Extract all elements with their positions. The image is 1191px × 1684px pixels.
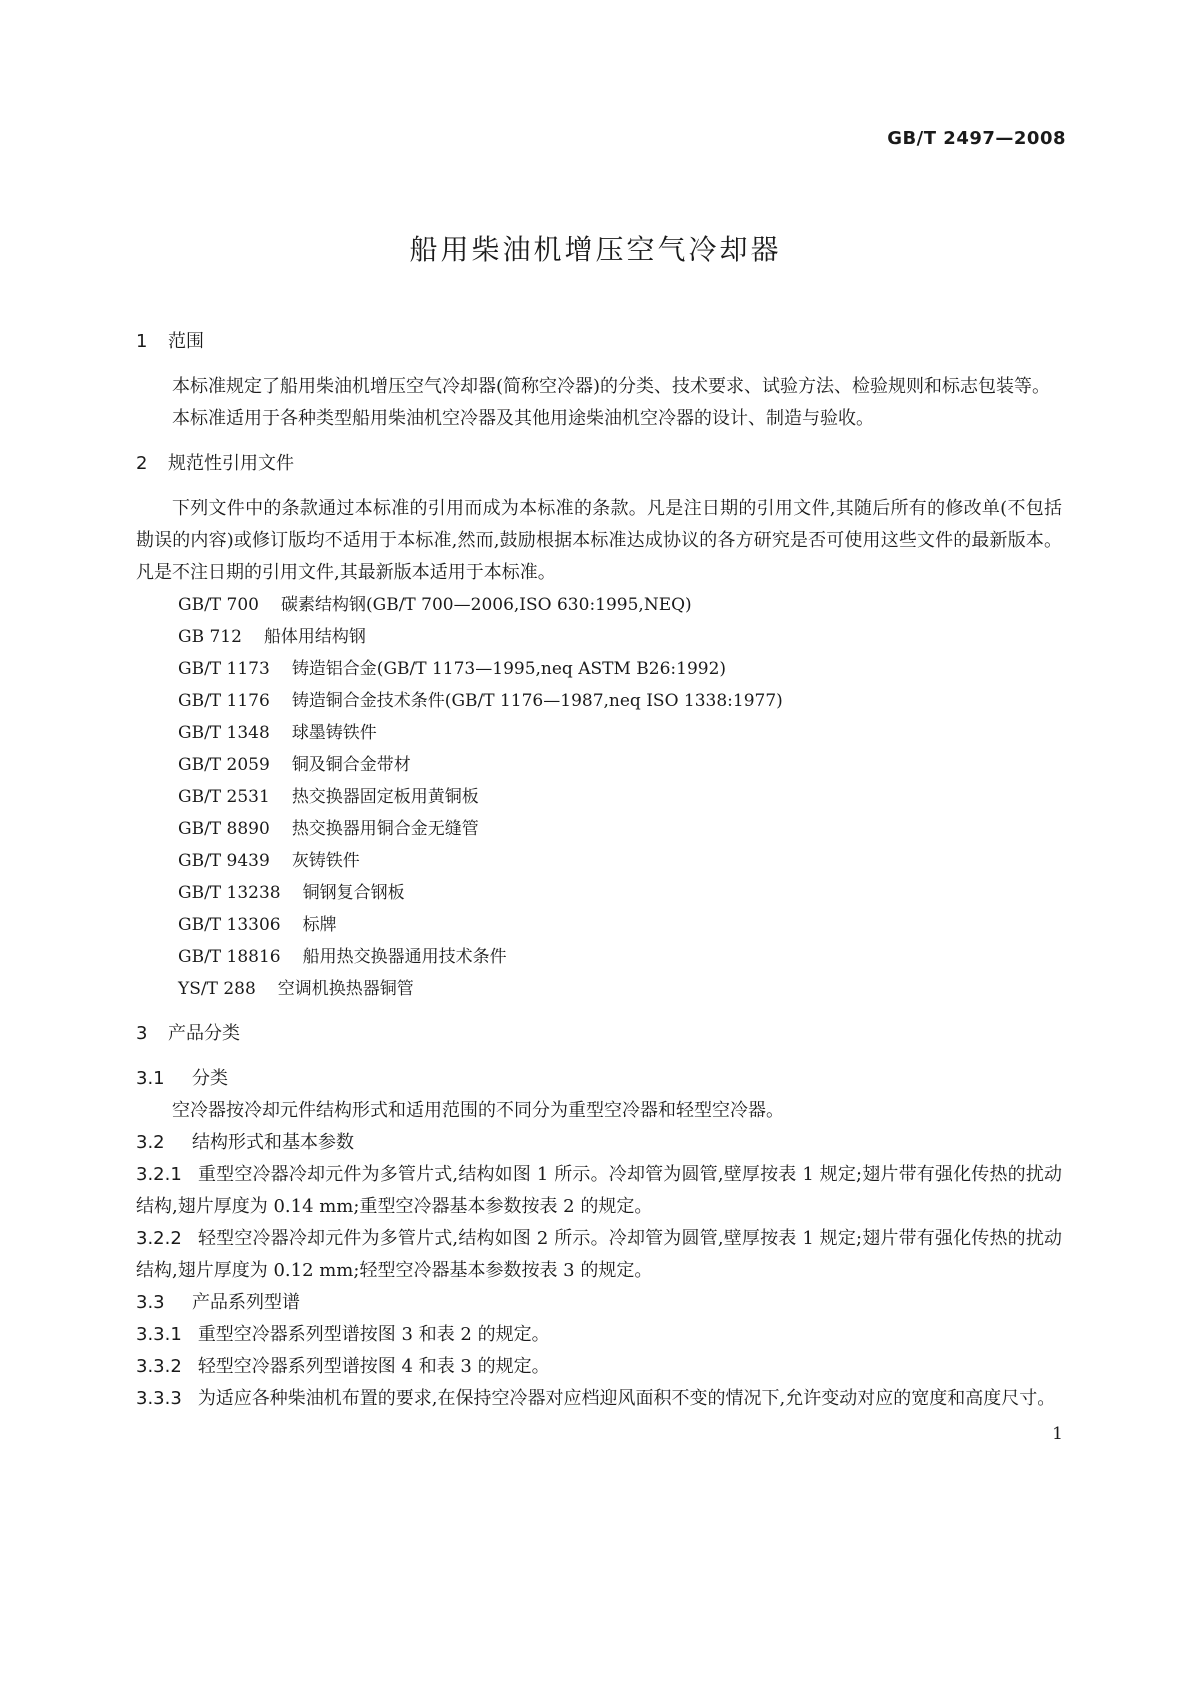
reference-item (136, 653, 1062, 685)
reference-item (136, 909, 1062, 941)
section-3-3-1-text (136, 1319, 1062, 1351)
reference-name: 热交换器用铜合金无缝管 (291, 819, 479, 839)
reference-item (136, 685, 1062, 717)
section-3-1-heading (136, 1063, 1062, 1095)
reference-code: GB/T 1348 (178, 723, 270, 743)
reference-code: GB/T 8890 (178, 819, 270, 839)
standard-number: GB/T 2497—2008 (887, 128, 1066, 149)
section-3-2-2-text (136, 1223, 1062, 1287)
reference-code: GB/T 1176 (178, 691, 270, 711)
reference-code: GB/T 2059 (178, 755, 270, 775)
section-3-2-2-body: 轻型空冷器冷却元件为多管片式,结构如图 2 所示。冷却管为圆管,壁厚按表 1 规定;翅片带有强化传热的扰动结构,翅片厚度为 0.12 mm;轻型空冷器基本参数按表 3 的规定。 (136, 1228, 1062, 1281)
section-2-heading (136, 447, 1062, 481)
reference-code: GB 712 (178, 627, 242, 647)
reference-item (136, 621, 1062, 653)
page-number: 1 (1052, 1424, 1063, 1444)
section-3-3-1-body: 重型空冷器系列型谱按图 3 和表 2 的规定。 (197, 1324, 550, 1345)
reference-name: 铜及铜合金带材 (291, 755, 411, 775)
section-1-para-1: 本标准规定了船用柴油机增压空气冷却器(简称空冷器)的分类、技术要求、试验方法、检验规则和标志包装等。 (172, 376, 1051, 397)
reference-code: GB/T 13306 (178, 915, 281, 935)
section-3-3-3-body: 为适应各种柴油机布置的要求,在保持空冷器对应档迎风面积不变的情况下,允许变动对应的宽度和高度尺寸。 (197, 1388, 1056, 1409)
reference-name: 铸造铝合金(GB/T 1173—1995,neq ASTM B26:1992) (291, 659, 727, 679)
section-1-heading (136, 325, 1062, 359)
reference-code: GB/T 700 (178, 595, 259, 615)
section-3-2-number: 3.2 (136, 1132, 165, 1153)
section-2-number: 2 (136, 453, 148, 474)
reference-code: GB/T 1173 (178, 659, 270, 679)
reference-name: 灰铸铁件 (291, 851, 360, 871)
reference-code: GB/T 13238 (178, 883, 281, 903)
section-3-number: 3 (136, 1023, 148, 1044)
section-3-3-2-body: 轻型空冷器系列型谱按图 4 和表 3 的规定。 (197, 1356, 550, 1377)
section-3-3-2-number: 3.3.2 (136, 1356, 182, 1377)
section-1-number: 1 (136, 331, 148, 352)
section-3-1-number: 3.1 (136, 1068, 165, 1089)
reference-code: GB/T 18816 (178, 947, 281, 967)
section-3-3-title: 产品系列型谱 (192, 1292, 300, 1313)
reference-item (136, 973, 1062, 1005)
section-3-3-3-number: 3.3.3 (136, 1388, 182, 1409)
reference-item (136, 589, 1062, 621)
reference-item (136, 781, 1062, 813)
reference-item (136, 717, 1062, 749)
section-3-3-heading (136, 1287, 1062, 1319)
section-3-3-number: 3.3 (136, 1292, 165, 1313)
reference-code: GB/T 9439 (178, 851, 270, 871)
reference-item (136, 941, 1062, 973)
section-3-1-title: 分类 (192, 1068, 228, 1089)
reference-item (136, 749, 1062, 781)
section-3-3-2-text (136, 1351, 1062, 1383)
document-title: 船用柴油机增压空气冷却器 (409, 233, 782, 266)
reference-name: 标牌 (302, 915, 337, 935)
reference-name: 船用热交换器通用技术条件 (302, 947, 507, 967)
section-2-intro: 下列文件中的条款通过本标准的引用而成为本标准的条款。凡是注日期的引用文件,其随后所有的修改单(不包括勘误的内容)或修订版均不适用于本标准,然而,鼓励根据本标准达成协议的各方研究是否可使用这些文件的最新版本。凡是不注日期的引用文件,其最新版本适用于本标准。 (136, 498, 1062, 583)
reference-name: 铜钢复合钢板 (302, 883, 405, 903)
section-3-2-heading (136, 1127, 1062, 1159)
reference-name: 船体用结构钢 (263, 627, 366, 647)
section-3-heading (136, 1017, 1062, 1051)
reference-item (136, 813, 1062, 845)
section-3-2-2-number: 3.2.2 (136, 1228, 182, 1249)
section-3-2-1-text (136, 1159, 1062, 1223)
reference-item (136, 877, 1062, 909)
reference-code: GB/T 2531 (178, 787, 270, 807)
document-body (136, 325, 1062, 1415)
section-3-2-1-number: 3.2.1 (136, 1164, 182, 1185)
section-3-title: 产品分类 (168, 1023, 240, 1044)
reference-name: 铸造铜合金技术条件(GB/T 1176—1987,neq ISO 1338:1977) (291, 691, 783, 711)
section-3-3-1-number: 3.3.1 (136, 1324, 182, 1345)
reference-name: 空调机换热器铜管 (277, 979, 414, 999)
reference-name: 碳素结构钢(GB/T 700—2006,ISO 630:1995,NEQ) (281, 595, 692, 615)
reference-name: 球墨铸铁件 (291, 723, 377, 743)
section-3-1-text: 空冷器按冷却元件结构形式和适用范围的不同分为重型空冷器和轻型空冷器。 (172, 1100, 784, 1121)
section-3-2-title: 结构形式和基本参数 (192, 1132, 354, 1153)
reference-item (136, 845, 1062, 877)
section-2-title: 规范性引用文件 (168, 453, 294, 474)
normative-references-list (136, 589, 1062, 1005)
section-3-2-1-body: 重型空冷器冷却元件为多管片式,结构如图 1 所示。冷却管为圆管,壁厚按表 1 规定;翅片带有强化传热的扰动结构,翅片厚度为 0.14 mm;重型空冷器基本参数按表 2 的规定。 (136, 1164, 1062, 1217)
section-1-title: 范围 (168, 331, 204, 352)
section-1-para-2: 本标准适用于各种类型船用柴油机空冷器及其他用途柴油机空冷器的设计、制造与验收。 (172, 408, 874, 429)
reference-code: YS/T 288 (178, 979, 256, 999)
section-3-3-3-text (136, 1383, 1062, 1415)
reference-name: 热交换器固定板用黄铜板 (291, 787, 479, 807)
